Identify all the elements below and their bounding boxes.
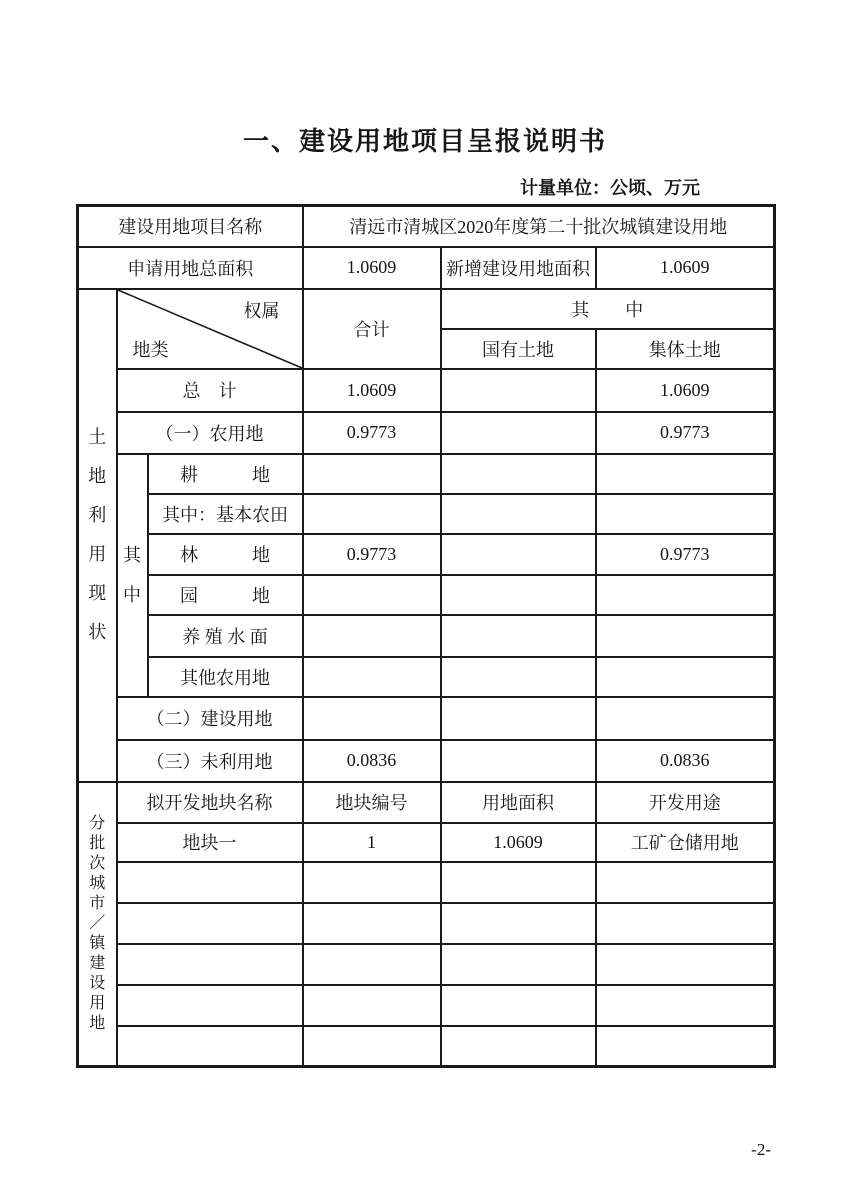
- land-row-collective: 1.0609: [596, 369, 775, 412]
- land-row-total: 0.9773: [303, 412, 441, 454]
- land-row-state-owned: [441, 534, 596, 575]
- land-row-collective: [596, 657, 775, 697]
- land-row-label: （一）农用地: [117, 412, 303, 454]
- block-area-cell: 1.0609: [441, 823, 596, 862]
- land-report-table: [76, 204, 776, 1068]
- land-use-section-label: [78, 289, 117, 782]
- applied-area-value-cell: 1.0609: [303, 247, 441, 289]
- land-row-total: [303, 615, 441, 657]
- land-row-label: 其他农用地: [148, 657, 303, 697]
- block-number-cell: [303, 944, 441, 985]
- block-area-cell: [441, 862, 596, 903]
- block-name-cell: [117, 1026, 303, 1067]
- state-owned-column-header: 国有土地: [441, 329, 596, 369]
- page-number: -2-: [751, 1140, 771, 1159]
- land-use-section-label-text: 土 地 利 用 现 状: [88, 427, 107, 642]
- block-area-cell: [441, 903, 596, 944]
- land-row-state-owned: [441, 615, 596, 657]
- land-row-label: 养 殖 水 面: [148, 615, 303, 657]
- land-row-total: [303, 657, 441, 697]
- land-row-total: 1.0609: [303, 369, 441, 412]
- land-row-state-owned: [441, 657, 596, 697]
- land-row-state-owned: [441, 575, 596, 615]
- block-purpose-cell: [596, 944, 775, 985]
- land-row-state-owned: [441, 697, 596, 740]
- land-row-state-owned: [441, 369, 596, 412]
- land-row-total: 0.9773: [303, 534, 441, 575]
- land-row-total: [303, 454, 441, 494]
- land-row-total: [303, 697, 441, 740]
- block-purpose-cell: [596, 1026, 775, 1067]
- land-row-collective: [596, 615, 775, 657]
- block-purpose-cell: [596, 862, 775, 903]
- block-name-cell: [117, 903, 303, 944]
- land-row-total: [303, 494, 441, 534]
- land-row-label: （三）未利用地: [117, 740, 303, 782]
- land-row-state-owned: [441, 494, 596, 534]
- new-area-label-cell: 新增建设用地面积: [441, 247, 596, 289]
- land-row-label: （二）建设用地: [117, 697, 303, 740]
- block-purpose-cell: [596, 903, 775, 944]
- land-row-label: 林 地: [148, 534, 303, 575]
- block-number-cell: [303, 903, 441, 944]
- land-row-label: 其中：基本农田: [148, 494, 303, 534]
- land-row-state-owned: [441, 412, 596, 454]
- block-name-cell: [117, 862, 303, 903]
- batch-section-label-text: 分 批 次 城 市 ／ 镇 建 设 用 地: [89, 814, 106, 1032]
- land-row-total: [303, 575, 441, 615]
- land-row-state-owned: [441, 454, 596, 494]
- land-row-collective: 0.9773: [596, 534, 775, 575]
- total-column-header: 合计: [303, 289, 441, 369]
- land-row-label: 总 计: [117, 369, 303, 412]
- unit-note: 计量单位：公顷、万元: [520, 178, 700, 198]
- block-number-cell: [303, 1026, 441, 1067]
- land-row-label: 园 地: [148, 575, 303, 615]
- batch-section-label: [78, 782, 117, 1067]
- block-number-cell: [303, 985, 441, 1026]
- project-name-label-cell: 建设用地项目名称: [78, 206, 303, 247]
- land-row-total: 0.0836: [303, 740, 441, 782]
- new-area-value-cell: 1.0609: [596, 247, 775, 289]
- block-area-cell: [441, 944, 596, 985]
- land-row-collective: [596, 454, 775, 494]
- diagonal-header-cell: [117, 289, 303, 369]
- ownership-label: 权属: [243, 300, 280, 321]
- block-number-header: 地块编号: [303, 782, 441, 823]
- block-name-cell: [117, 944, 303, 985]
- land-row-collective: 0.0836: [596, 740, 775, 782]
- page-title: 一、建设用地项目呈报说明书: [242, 127, 607, 156]
- development-use-header: 开发用途: [596, 782, 775, 823]
- among-vertical-label: [117, 454, 148, 697]
- project-name-cell: 清远市清城区2020年度第二十批次城镇建设用地: [303, 206, 775, 247]
- block-purpose-cell: 工矿仓储用地: [596, 823, 775, 862]
- land-row-collective: [596, 575, 775, 615]
- block-number-cell: 1: [303, 823, 441, 862]
- land-class-label: 地类: [132, 339, 169, 360]
- land-row-label: 耕 地: [148, 454, 303, 494]
- block-name-cell: 地块一: [117, 823, 303, 862]
- block-area-cell: [441, 985, 596, 1026]
- among-column-header: 其 中: [441, 289, 775, 329]
- block-name-cell: [117, 985, 303, 1026]
- applied-area-label-cell: 申请用地总面积: [78, 247, 303, 289]
- block-purpose-cell: [596, 985, 775, 1026]
- land-row-collective: [596, 697, 775, 740]
- collective-column-header: 集体土地: [596, 329, 775, 369]
- land-row-collective: [596, 494, 775, 534]
- block-name-header: 拟开发地块名称: [117, 782, 303, 823]
- land-row-state-owned: [441, 740, 596, 782]
- land-row-collective: 0.9773: [596, 412, 775, 454]
- among-vertical-label-text: 其 中: [123, 545, 141, 605]
- block-number-cell: [303, 862, 441, 903]
- block-area-cell: [441, 1026, 596, 1067]
- land-area-header: 用地面积: [441, 782, 596, 823]
